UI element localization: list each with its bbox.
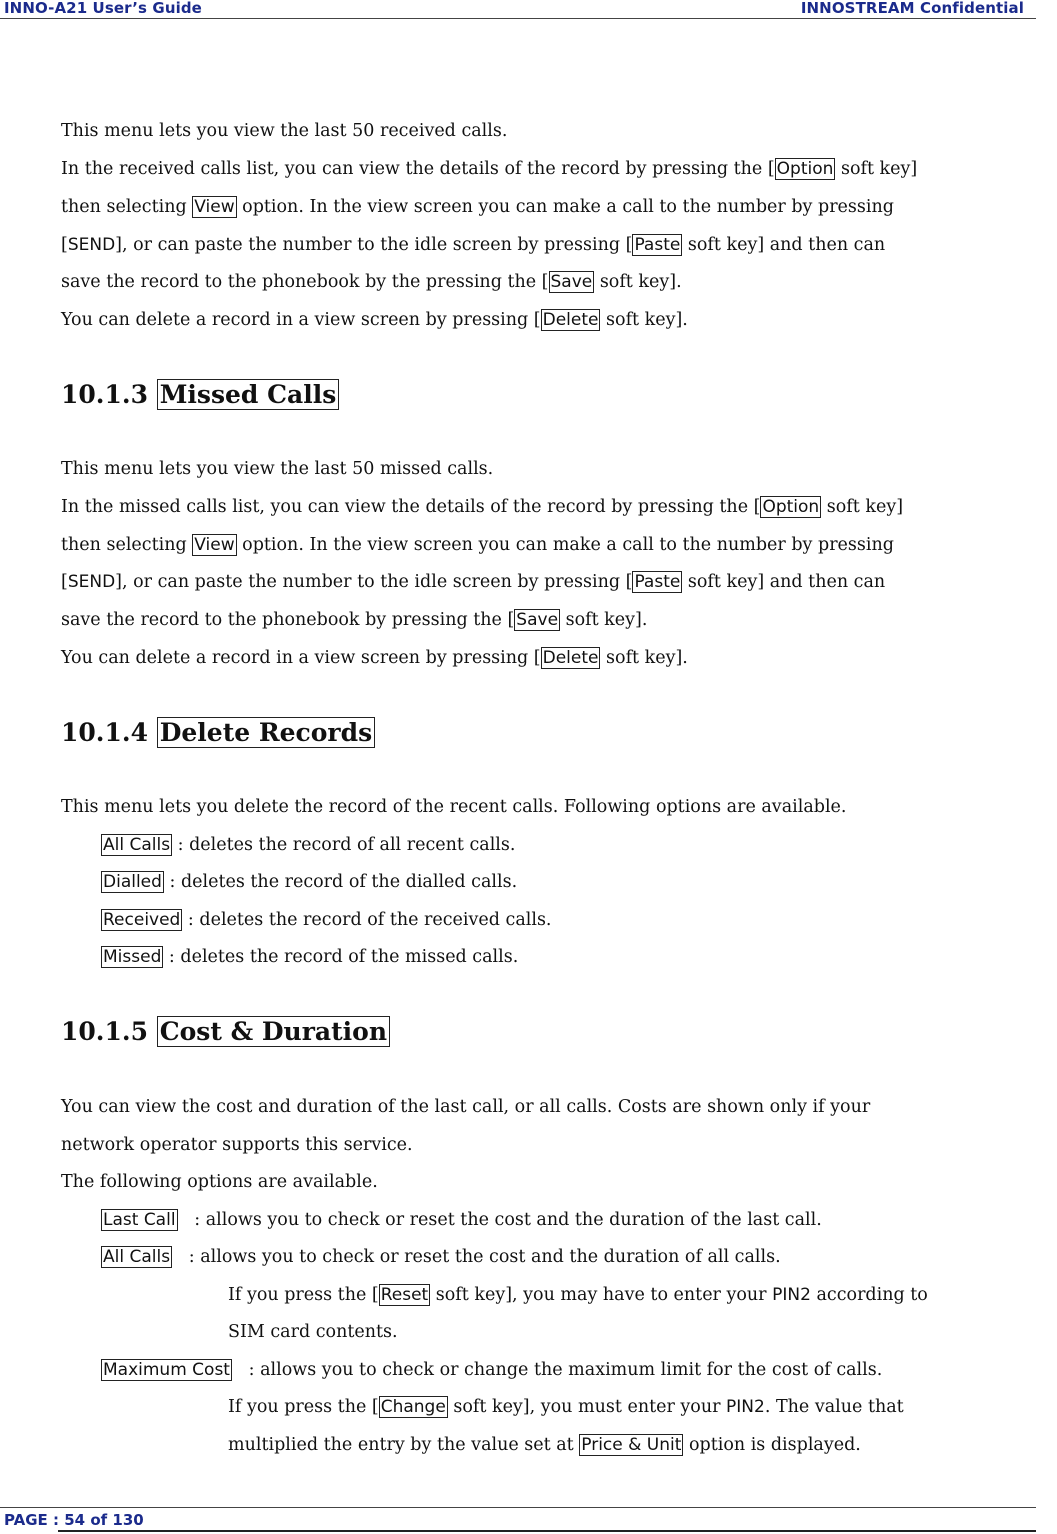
delete-key-label: Delete xyxy=(542,310,599,330)
received-label: Received xyxy=(103,910,181,930)
maximum-cost-label: Maximum Cost xyxy=(103,1360,230,1380)
list-item: Last Call : allows you to check or reset the cost and the duration of the last call. xyxy=(103,1210,822,1230)
change-line: If you press the [ Change soft key], you must enter your PIN2. The value that xyxy=(228,1397,904,1417)
option-key-label: Option xyxy=(776,159,834,179)
paste-key-label: Paste xyxy=(634,235,681,255)
reset-line: If you press the [ Reset soft key], you may have to enter your PIN2 according to xyxy=(228,1285,928,1305)
dialled-label: Dialled xyxy=(103,872,162,892)
send-key-label: SEND xyxy=(67,572,116,592)
received-line-1: This menu lets you view the last 50 received calls. xyxy=(61,121,508,141)
list-item: All Calls : allows you to check or reset the cost and the duration of all calls. xyxy=(103,1247,781,1267)
pin2-label: PIN2 xyxy=(726,1397,765,1417)
view-option-label: View xyxy=(194,535,235,555)
received-line-4: [SEND], or can paste the number to the idle screen by pressing [ Paste soft key] and then can xyxy=(61,235,886,255)
price-unit-label: Price & Unit xyxy=(581,1435,682,1455)
confidential-label: INNOSTREAM Confidential xyxy=(800,0,1024,17)
doc-title: INNO-A21 User’s Guide xyxy=(4,0,202,17)
missed-line-2: In the missed calls list, you can view the details of the record by pressing the [ Option soft key] xyxy=(61,497,904,517)
footer-rule xyxy=(58,1530,1036,1532)
page-header xyxy=(0,0,1036,19)
list-item: Received : deletes the record of the received calls. xyxy=(103,910,552,930)
save-key-label: Save xyxy=(516,610,559,630)
multiplied-line: multiplied the entry by the value set at Price & Unit option is displayed. xyxy=(228,1435,861,1455)
view-option-label: View xyxy=(194,197,235,217)
cost-line-3: The following options are available. xyxy=(61,1172,378,1192)
reset-key-label: Reset xyxy=(380,1285,429,1305)
received-line-6: You can delete a record in a view screen by pressing [ Delete soft key]. xyxy=(61,310,688,330)
last-call-label: Last Call xyxy=(103,1210,176,1230)
missed-line-3: then selecting View option. In the view screen you can make a call to the number by pressing xyxy=(61,535,894,555)
save-key-label: Save xyxy=(550,272,593,292)
all-calls-label: All Calls xyxy=(103,1247,171,1267)
page-footer xyxy=(0,1507,1036,1533)
list-item: Maximum Cost : allows you to check or change the maximum limit for the cost of calls. xyxy=(103,1360,883,1380)
received-line-3: then selecting View option. In the view screen you can make a call to the number by pressing xyxy=(61,197,894,217)
received-line-5: save the record to the phonebook by the pressing the [ Save soft key]. xyxy=(61,272,682,292)
heading-cost-duration: 10.1.5 Cost & Duration xyxy=(61,1015,390,1049)
list-item: All Calls : deletes the record of all recent calls. xyxy=(103,835,516,855)
heading-delete-records: 10.1.4 Delete Records xyxy=(61,716,375,750)
delete-intro: This menu lets you delete the record of the recent calls. Following options are available. xyxy=(61,797,847,817)
missed-line-6: You can delete a record in a view screen by pressing [ Delete soft key]. xyxy=(61,648,688,668)
list-item: Dialled : deletes the record of the dialled calls. xyxy=(103,872,518,892)
delete-key-label: Delete xyxy=(542,648,599,668)
cost-line-2: network operator supports this service. xyxy=(61,1135,413,1155)
all-calls-label: All Calls xyxy=(103,835,171,855)
change-key-label: Change xyxy=(380,1397,446,1417)
sim-line: SIM card contents. xyxy=(228,1322,398,1342)
missed-line-5: save the record to the phonebook by pressing the [ Save soft key]. xyxy=(61,610,648,630)
heading-missed-calls: 10.1.3 Missed Calls xyxy=(61,378,339,412)
send-key-label: SEND xyxy=(67,235,116,255)
cost-line-1: You can view the cost and duration of the last call, or all calls. Costs are shown only if your xyxy=(61,1097,871,1117)
missed-label: Missed xyxy=(103,947,162,967)
missed-line-4: [SEND], or can paste the number to the idle screen by pressing [ Paste soft key] and then can xyxy=(61,572,886,592)
list-item: Missed : deletes the record of the missed calls. xyxy=(103,947,519,967)
paste-key-label: Paste xyxy=(634,572,681,592)
received-line-2: In the received calls list, you can view the details of the record by pressing the [ Option soft key] xyxy=(61,159,918,179)
option-key-label: Option xyxy=(762,497,820,517)
page-number: PAGE : 54 of 130 xyxy=(4,1511,144,1529)
pin2-label: PIN2 xyxy=(772,1285,811,1305)
missed-line-1: This menu lets you view the last 50 missed calls. xyxy=(61,459,494,479)
